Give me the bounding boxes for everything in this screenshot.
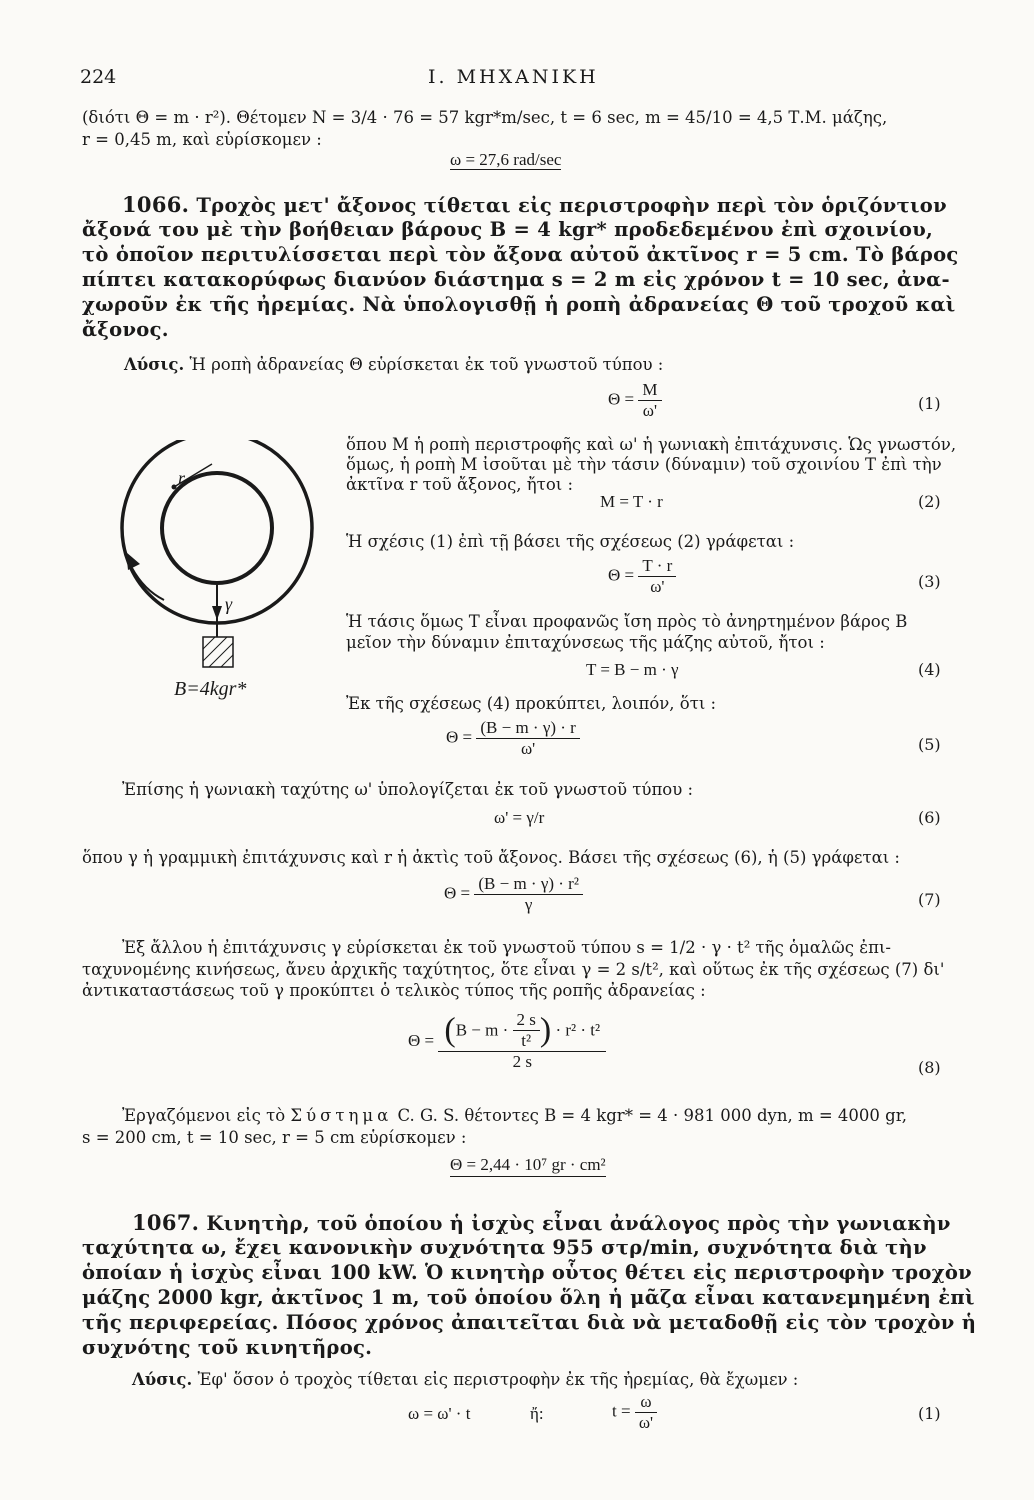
problem-1066-text-1: Τροχὸς μετ' ἄξονος τίθεται εἰς περιστροφὴν περὶ τὸν ὁριζόντιον — [196, 194, 947, 217]
problem-1067-line-1 — [132, 1210, 951, 1236]
problem-1067-line-3: ὁποίαν ἡ ἰσχὺς εἶναι 100 kW. Ὁ κινητὴρ οὗτος θέτει εἰς περιστροφὴν τροχὸν — [82, 1261, 973, 1284]
pulley-figure — [84, 440, 314, 710]
eq5-fraction — [476, 718, 579, 759]
solution-text-8a: Ἐξ ἄλλου ἡ ἐπιτάχυνσις γ εὑρίσκεται ἐκ τοῦ γνωστοῦ τύπου s = 1/2 · γ · t² τῆς ὁμαλῶς ἐπι- — [122, 938, 891, 957]
eq5-lhs: Θ = — [446, 727, 473, 747]
eq7-fraction — [474, 874, 583, 915]
final-result — [450, 1155, 606, 1175]
solution-text-9 — [122, 1106, 907, 1126]
solution-intro — [124, 355, 663, 375]
solution-text-9b: s = 200 cm, t = 10 sec, r = 5 cm εὑρίσκομεν : — [82, 1128, 467, 1147]
problem-1066-line-3: τὸ ὁποῖον περιτυλίσσεται περὶ τὸν ἄξονα αὐτοῦ ἀκτῖνος r = 5 cm. Τὸ βάρος — [82, 243, 959, 266]
problem-1066-line-5: χωροῦν ἐκ τῆς ἠρεμίας. Νὰ ὑπολογισθῇ ἡ ροπὴ ἀδρανείας Θ τοῦ τροχοῦ καὶ — [82, 293, 956, 316]
acceleration-arrowhead — [212, 606, 222, 620]
eq8-lhs: Θ = — [408, 1031, 435, 1050]
eq8-numerator: (B − m · $\frac{2 s}{\text{t²}}$ ) · r² · t² — [438, 1010, 606, 1052]
equation-4: T = B − m · γ — [586, 660, 679, 679]
problem-1067-line-6: συχνότης τοῦ κινητῆρος. — [82, 1336, 373, 1359]
top-result: ω = 27,6 rad/sec — [450, 150, 562, 169]
eq5-label: (5) — [918, 735, 941, 754]
weight-block — [203, 637, 233, 667]
equation-8 — [408, 1010, 606, 1072]
eq3-label: (3) — [918, 572, 941, 591]
eq8-label: (8) — [918, 1058, 941, 1077]
eq1-numerator: M — [638, 380, 661, 401]
eq1-denominator: ω' — [642, 401, 658, 420]
eq1-fraction — [638, 380, 661, 421]
eq6-label: (6) — [918, 808, 941, 827]
eq5-denominator: ω' — [520, 739, 536, 758]
eq8-fraction — [438, 1010, 606, 1072]
problem-1066-line-6: ἄξονος. — [82, 318, 169, 341]
equation-1067-1-left: ω = ω' · t — [408, 1404, 471, 1423]
eq1067-numerator: ω — [635, 1392, 657, 1413]
eq2-label: (2) — [918, 492, 941, 511]
solution-text-8b: ταχυνομένης κινήσεως, ἄνευ ἀρχικῆς ταχύτητος, ὅτε εἶναι γ = 2 s/t², καὶ οὕτως ἐκ τῆς σχέσεως (7) δι' — [82, 960, 945, 979]
problem-1066-number: 1066. — [122, 192, 190, 217]
solution-text-8c: ἀντικαταστάσεως τοῦ γ προκύπτει ὁ τελικὸς τύπος τῆς ροπῆς ἀδρανείας : — [82, 981, 706, 1000]
equation-1067-1-right — [612, 1392, 657, 1433]
eq7-denominator: γ — [524, 895, 533, 914]
axle — [162, 473, 272, 583]
problem-1066-line-2: ἄξονά του μὲ τὴν βοήθειαν βάρους B = 4 kgr* προδεδεμένου ἐπὶ σχοινίου, — [82, 218, 934, 241]
solution-1067-text: Ἐφ' ὅσον ὁ τροχὸς τίθεται εἰς περιστροφὴν ἐκ τῆς ἠρεμίας, θὰ ἔχωμεν : — [197, 1370, 799, 1389]
solution-text-7: ὅπου γ ἡ γραμμικὴ ἐπιτάχυνσις καὶ r ἡ ἀκτὶς τοῦ ἄξονος. Βάσει τῆς σχέσεως (6), ἡ (5) γράφεται : — [82, 848, 900, 867]
solution-1067-label: Λύσις. — [132, 1370, 193, 1389]
solution-text-2b: ὅμως, ἡ ροπὴ M ἰσοῦται μὲ τὴν τάσιν (δύναμιν) τοῦ σχοινίου T ἐπὶ τὴν — [346, 455, 942, 474]
eq3-lhs: Θ = — [608, 565, 635, 585]
solution-text-2c: ἀκτῖνα r τοῦ ἄξονος, ἤτοι : — [346, 475, 574, 494]
t9-system: Σύστημα — [290, 1106, 393, 1125]
solution-text-6: Ἐπίσης ἡ γωνιακὴ ταχύτης ω' ὑπολογίζεται ἐκ τοῦ γνωστοῦ τύπου : — [122, 780, 694, 799]
eq7-numerator: (B − m · γ) · r² — [474, 874, 583, 895]
problem-1067-number: 1067. — [132, 1210, 200, 1235]
page-number: 224 — [80, 66, 117, 88]
running-title: Ι. ΜΗΧΑΝΙΚΗ — [428, 66, 599, 88]
weight-label: B=4kgr* — [174, 678, 247, 700]
solution-text-3: Ἡ σχέσις (1) ἐπὶ τῇ βάσει τῆς σχέσεως (2) γράφεται : — [346, 532, 795, 551]
rotation-arrowhead — [126, 552, 140, 570]
eq1067-label: (1) — [918, 1404, 941, 1423]
equation-7 — [444, 874, 583, 915]
eq3-fraction — [638, 556, 676, 597]
eq3-denominator: ω' — [650, 577, 665, 596]
solution-text-4a: Ἡ τάσις ὅμως T εἶναι προφανῶς ἴση πρὸς τὸ ἀνηρτημένον βάρος B — [346, 612, 908, 631]
gamma-label: γ — [225, 594, 233, 614]
equation-1 — [608, 380, 662, 421]
eq8-denominator: 2 s — [512, 1052, 532, 1071]
eq7-label: (7) — [918, 890, 941, 909]
eq8-inner-denominator: t² — [521, 1031, 532, 1050]
final-result-value: Θ = 2,44 · 10⁷ gr · cm² — [450, 1155, 606, 1177]
eq3-numerator: T · r — [638, 556, 676, 577]
eq5-numerator: (B − m · γ) · r — [476, 718, 579, 739]
solution-intro-text: Ἡ ροπὴ ἀδρανείας Θ εὑρίσκεται ἐκ τοῦ γνωστοῦ τύπου : — [189, 355, 664, 374]
eq1-lhs: Θ = — [608, 389, 635, 409]
eq1067-denominator: ω' — [638, 1413, 654, 1432]
problem-1066-line-4: πίπτει κατακορύφως διανύον διάστημα s = 2 m εἰς χρόνον t = 10 sec, ἀνα- — [82, 268, 950, 291]
top-line-1: (διότι Θ = m · r²). Θέτομεν N = 3/4 · 76 = 57 kgr*m/sec, t = 6 sec, m = 45/10 = 4,5 Τ.Μ. μάζης, — [82, 108, 888, 127]
problem-1067-text-1: Κινητὴρ, τοῦ ὁποίου ἡ ἰσχὺς εἶναι ἀνάλογος πρὸς τὴν γωνιακὴν — [206, 1212, 951, 1235]
eq1-label: (1) — [918, 394, 941, 413]
problem-1067-line-4: μάζης 2000 kgr, ἀκτῖνος 1 m, τοῦ ὁποίου ὅλη ἡ μᾶζα εἶναι κατανεμημένη ἐπὶ — [82, 1286, 975, 1309]
eq8-inner-fraction — [513, 1010, 540, 1051]
problem-1066-line-1 — [122, 192, 947, 218]
solution-1067-intro — [132, 1370, 798, 1390]
equation-3 — [608, 556, 676, 597]
solution-text-4b: μεῖον τὴν δύναμιν ἐπιταχύνσεως τῆς μάζης αὐτοῦ, ἤτοι : — [346, 633, 825, 652]
radius-label: r — [178, 468, 186, 488]
solution-text-5: Ἐκ τῆς σχέσεως (4) προκύπτει, λοιπόν, ὅτι : — [346, 694, 717, 713]
t9-post: C. G. S. θέτοντες B = 4 kgr* = 4 · 981 000 dyn, m = 4000 gr, — [397, 1106, 908, 1125]
solution-label: Λύσις. — [124, 355, 185, 374]
eq8-post: · r² · t² — [555, 1020, 601, 1040]
top-line-2: r = 0,45 m, καὶ εὑρίσκομεν : — [82, 130, 322, 149]
eq8-inner-numerator: 2 s — [513, 1010, 540, 1031]
t9-pre: Ἐργαζόμενοι εἰς τὸ — [122, 1106, 286, 1125]
eq7-lhs: Θ = — [444, 883, 471, 903]
solution-text-2a: ὅπου M ἡ ροπὴ περιστροφῆς καὶ ω' ἡ γωνιακὴ ἐπιτάχυνσις. Ὡς γνωστόν, — [346, 435, 957, 454]
eq4-label: (4) — [918, 660, 941, 679]
equation-6: ω' = γ/r — [494, 808, 545, 827]
problem-1067-line-2: ταχύτητα ω, ἔχει κανονικὴν συχνότητα 955 στρ/min, συχνότητα διὰ τὴν — [82, 1236, 927, 1259]
eq1067-fraction — [635, 1392, 657, 1433]
eq8-inner-pre: B − m · — [455, 1020, 509, 1040]
equation-2: M = T · r — [600, 492, 663, 511]
problem-1067-line-5: τῆς περιφερείας. Πόσος χρόνος ἀπαιτεῖται διὰ νὰ μεταδοθῇ εἰς τὸν τροχὸν ἡ — [82, 1311, 977, 1334]
equation-5 — [446, 718, 580, 759]
equation-1067-1-or: ἤ: — [530, 1404, 544, 1423]
eq1067-lhs: t = — [612, 1401, 631, 1421]
